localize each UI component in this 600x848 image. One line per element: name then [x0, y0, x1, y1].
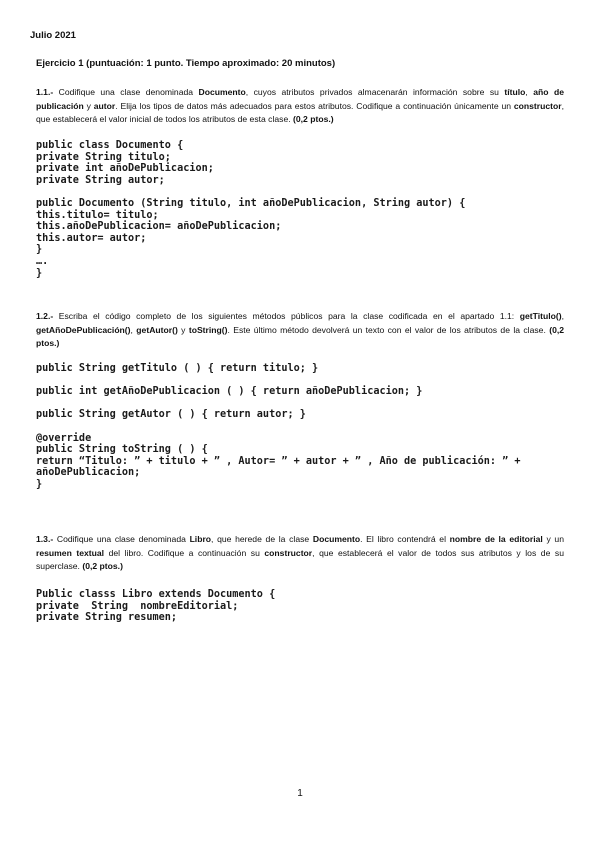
page-number: 1 — [297, 788, 303, 799]
section-1-3-statement: 1.3.- Codifique una clase denominada Libro, que herede de la clase Documento. El libro contendrá el nombre de la editorial y un resumen textual del libro. Codifique a continuación su constructor, que establecerá el valor de todos sus atributos y los de su superclase. (0,2 ptos.) — [36, 534, 564, 571]
points-label: (0,2 ptos.) — [293, 114, 334, 124]
exercise-heading — [36, 58, 335, 69]
section-number: 1.1.- — [36, 87, 54, 97]
section-number: 1.2.- — [36, 311, 54, 321]
code-block-1-3: Public classs Libro extends Documento { private String nombreEditorial; private String resumen; — [36, 589, 276, 624]
exam-date: Julio 2021 — [30, 30, 76, 41]
points-label: (0,2 ptos.) — [36, 324, 565, 348]
section-1-2-statement: 1.2.- Escriba el código completo de los siguientes métodos públicos para la clase codificada en el apartado 1.1: getTitulo(), getAñoDePublicación(), getAutor() y toString(). Este último método devolverá un texto con el valor de los atributos de la clase. (0,2 ptos.) — [36, 311, 565, 348]
code-block-1-1: public class Documento { private String titulo; private int añoDePublicacion; private String autor; public Documento (String titulo, int añoDePublicacion, String autor) { this.titulo= titulo; this.añoDePublicacion= añoDePublicacion; this.autor= autor; } …. } — [36, 140, 466, 279]
section-1-1-statement: 1.1.- Codifique una clase denominada Documento, cuyos atributos privados almacenarán información sobre su título, año de publicación y autor. Elija los tipos de datos más adecuados para estos atributos. Codifique a continuación únicamente un constructor, que establecerá el valor inicial de todos los atributos de esta clase. (0,2 ptos.) — [36, 87, 564, 124]
section-number: 1.3.- — [36, 534, 54, 544]
exercise-meta: (puntuación: 1 punto. Tiempo aproximado: 20 minutos) — [83, 58, 336, 69]
code-block-1-2: public String getTitulo ( ) { return titulo; } public int getAñoDePublicacion ( ) { return añoDePublicacion; } public String getAutor ( ) { return autor; } @override public String toString ( ) { return “Titulo: ” + titulo + ” , Autor= ” + autor + ” , Año de publicación: ” + añoDePublicacion; } — [36, 363, 521, 490]
points-label: (0,2 ptos.) — [82, 561, 123, 571]
exercise-title: Ejercicio 1 — [36, 58, 84, 69]
